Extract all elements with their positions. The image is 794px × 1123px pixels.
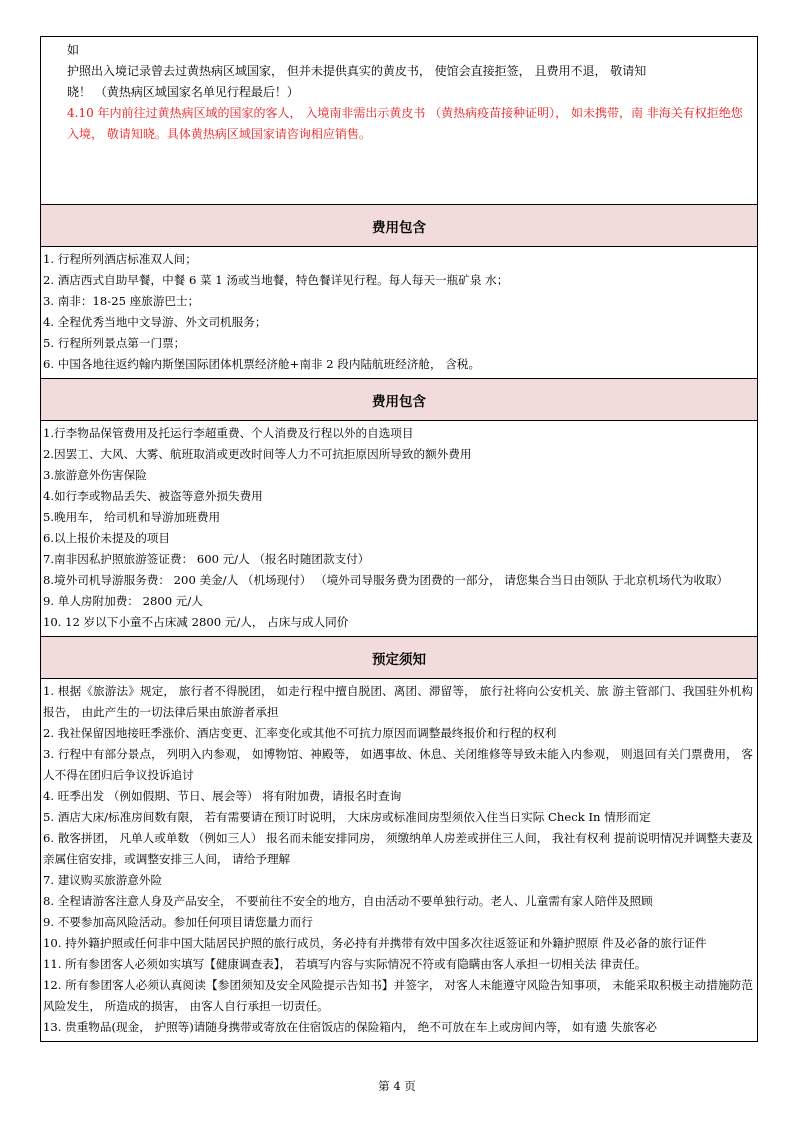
- notice-line: 如: [67, 43, 80, 57]
- list-item: 10. 持外籍护照或任何非中国大陆居民护照的旅行成员，务必持有并携带有效中国多次往返签证和外籍护照原 件及必备的旅行证件: [43, 936, 707, 950]
- notice-warning-red: 4.10 年内前往过黄热病区域的国家的客人， 入境南非需出示黄皮书 （黄热病疫苗接种证明）， 如未携带，南 非海关有权拒绝您入境， 敬请知晓。具体黄热病区域国家请咨询相应销售。: [67, 106, 743, 141]
- list-item: 4. 旺季出发 （例如假期、节日、展会等） 将有附加费，请报名时查询: [43, 789, 402, 803]
- list-item: 1.行李物品保管费用及托运行李超重费、个人消费及行程以外的自选项目: [43, 426, 414, 440]
- list-item: 2. 酒店西式自助早餐，中餐 6 菜 1 汤或当地餐，特色餐详见行程。每人每天一瓶矿泉 水；: [43, 273, 509, 287]
- list-item: 10. 12 岁以下小童不占床减 2800 元/人， 占床与成人同价: [43, 615, 349, 629]
- fee-excluded-list: [41, 421, 757, 637]
- list-item: 11. 所有参团客人必须如实填写【健康调查表】， 若填写内容与实际情况不符或有隐瞒由客人承担一切相关法 律责任。: [43, 957, 647, 971]
- list-item: 4. 全程优秀当地中文导游、外文司机服务；: [43, 315, 267, 329]
- list-item: 9. 不要参加高风险活动。参加任何项目请您量力而行: [43, 915, 313, 929]
- list-item: 3.旅游意外伤害保险: [43, 468, 147, 482]
- list-item: 5. 行程所列景点第一门票；: [43, 336, 186, 350]
- list-item: 8. 全程请游客注意人身及产品安全， 不要前往不安全的地方，自由活动不要单独行动。老人、儿童需有家人陪伴及照顾: [43, 894, 653, 908]
- list-item: 7. 建议购买旅游意外险: [43, 873, 163, 887]
- list-item: 13. 贵重物品(现金， 护照等)请随身携带或寄放在住宿饭店的保险箱内， 绝不可放在车上或房间内等， 如有遗 失旅客必: [43, 1020, 658, 1034]
- list-item: 2.因罢工、大风、大雾、航班取消或更改时间等人力不可抗拒原因所导致的额外费用: [43, 447, 472, 461]
- list-item: 3. 南非：18-25 座旅游巴士；: [43, 294, 200, 308]
- list-item: 6.以上报价未提及的项目: [43, 531, 170, 545]
- list-item: 1. 行程所列酒店标准双人间；: [43, 252, 197, 266]
- notice-line: 护照出入境记录曾去过黄热病区域国家， 但并未提供真实的黄皮书， 使馆会直接拒签， 且费用不退， 敬请知: [67, 64, 647, 78]
- list-item: 9. 单人房附加费： 2800 元/人: [43, 594, 203, 608]
- list-item: 3. 行程中有部分景点， 列明入内参观， 如博物馆、神殿等， 如遇事故、休息、关闭维修等导致未能入内参观， 则退回有关门票费用， 客人不得在团归后争议投诉追讨: [43, 747, 753, 782]
- list-item: 5. 酒店大床/标准房间数有限， 若有需要请在预订时说明， 大床房或标准间房型须依入住当日实际 Check In 情形而定: [43, 810, 651, 824]
- notice-line: 晓！ （黄热病区域国家名单见行程最后！）: [67, 85, 299, 99]
- list-item: 12. 所有参团客人必须认真阅读【参团须知及安全风险提示告知书】并签字， 对客人未能遵守风险告知事项， 未能采取积极主动措施防范风险发生， 所造成的损害， 由客人自行承担一切责任。: [43, 978, 753, 1013]
- list-item: 7.南非因私护照旅游签证费： 600 元/人 （报名时随团款支付）: [43, 552, 370, 566]
- page-number: 第 4 页: [378, 1079, 416, 1093]
- booking-notice-list: [41, 679, 757, 1042]
- list-item: 8.境外司机导游服务费： 200 美金/人 （机场现付） （境外司导服务费为团费的一部分， 请您集合当日由领队 于北京机场代为收取）: [43, 573, 729, 587]
- list-item: 2. 我社保留因地接旺季涨价、酒店变更、汇率变化或其他不可抗力原因而调整最终报价和行程的权利: [43, 726, 557, 740]
- list-item: 4.如行李或物品丢失、被盗等意外损失费用: [43, 489, 263, 503]
- section-header-fee-included: 费用包含: [41, 205, 757, 247]
- fee-included-list: [41, 247, 757, 379]
- section-header-booking-notice: 预定须知: [41, 637, 757, 679]
- list-item: 6. 散客拼团， 凡单人或单数 （例如三人） 报名而未能安排同房， 须缴纳单人房差或拼住三人间， 我社有权利 提前说明情况并调整夫妻及亲属住宿安排，或调整安排三人间， 请给予理解: [43, 831, 753, 866]
- list-item: 6. 中国各地往返约翰内斯堡国际团体机票经济舱+南非 2 段内陆航班经济舱， 含税。: [43, 357, 481, 371]
- itinerary-document-table: [40, 36, 758, 1042]
- section-header-fee-excluded: 费用包含: [41, 379, 757, 421]
- list-item: 5.晚用车， 给司机和导游加班费用: [43, 510, 221, 524]
- list-item: 1. 根据《旅游法》规定， 旅行者不得脱团， 如走行程中擅自脱团、离团、滞留等， 旅行社将向公安机关、旅 游主管部门、我国驻外机构报告， 由此产生的一切法律后果由旅游者承担: [43, 684, 753, 719]
- yellow-fever-notice: [41, 37, 757, 205]
